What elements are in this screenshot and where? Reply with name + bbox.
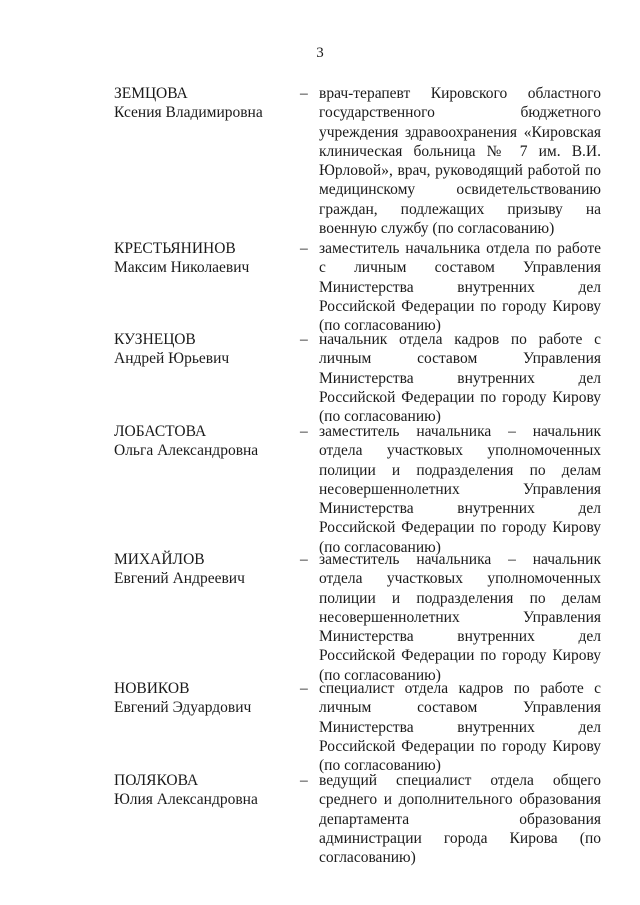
member-position: заместитель начальника отдела по работе с личным составом Управления Министерства внутренних дел Российской Федерации по городу Кирову (по согласованию) xyxy=(319,240,601,335)
member-position: заместитель начальника – начальник отдела участковых уполномоченных полиции и подразделения по делам несовершеннолетних Управления Министерства внутренних дел Российской Федерации по городу Кирову (по согласованию) xyxy=(319,423,601,556)
member-given-names: Ксения Владимировна xyxy=(114,104,263,122)
page-number: 3 xyxy=(316,45,324,61)
dash-separator: – xyxy=(300,680,308,697)
member-name xyxy=(114,422,304,461)
member-position: специалист отдела кадров по работе с личным составом Управления Министерства внутренних дел Российской Федерации по городу Кирову (по согласованию) xyxy=(319,680,601,775)
member-given-names: Максим Николаевич xyxy=(114,259,250,277)
dash-separator: – xyxy=(300,331,308,348)
member-given-names: Юлия Александровна xyxy=(114,791,258,809)
member-name xyxy=(114,239,304,278)
member-given-names: Ольга Александровна xyxy=(114,442,259,460)
member-surname: ПОЛЯКОВА xyxy=(114,772,199,789)
member-name xyxy=(114,330,304,369)
member-surname: ЗЕМЦОВА xyxy=(114,85,188,102)
dash-separator: – xyxy=(300,240,308,257)
dash-separator: – xyxy=(300,85,308,102)
member-surname: НОВИКОВ xyxy=(114,680,190,697)
member-name xyxy=(114,771,304,810)
member-surname: ЛОБАСТОВА xyxy=(114,423,207,440)
member-name xyxy=(114,550,304,589)
member-given-names: Андрей Юрьевич xyxy=(114,350,230,368)
member-position: заместитель начальника – начальник отдела участковых уполномоченных полиции и подразделения по делам несовершеннолетних Управления Министерства внутренних дел Российской Федерации по городу Кирову (по согласованию) xyxy=(319,551,601,684)
dash-separator: – xyxy=(300,423,308,440)
member-name xyxy=(114,679,304,718)
member-surname: КРЕСТЬЯНИНОВ xyxy=(114,240,236,257)
member-surname: КУЗНЕЦОВ xyxy=(114,331,196,348)
member-given-names: Евгений Эдуардович xyxy=(114,699,252,717)
member-surname: МИХАЙЛОВ xyxy=(114,551,205,568)
member-name xyxy=(114,84,304,123)
member-given-names: Евгений Андреевич xyxy=(114,570,245,588)
member-position: начальник отдела кадров по работе с личным составом Управления Министерства внутренних дел Российской Федерации по городу Кирову (по согласованию) xyxy=(319,331,601,426)
member-position: ведущий специалист отдела общего среднего и дополнительного образования департамента образования администрации города Кирова (по согласованию) xyxy=(319,772,601,867)
dash-separator: – xyxy=(300,772,308,789)
member-position: врач-терапевт Кировского областного государственного бюджетного учреждения здравоохранения «Кировская клиническая больница № 7 им. В.И. Юрловой», врач, руководящий работой по медицинскому освидетельствованию граждан, подлежащих призыву на военную службу (по согласованию) xyxy=(319,85,601,238)
dash-separator: – xyxy=(300,551,308,568)
